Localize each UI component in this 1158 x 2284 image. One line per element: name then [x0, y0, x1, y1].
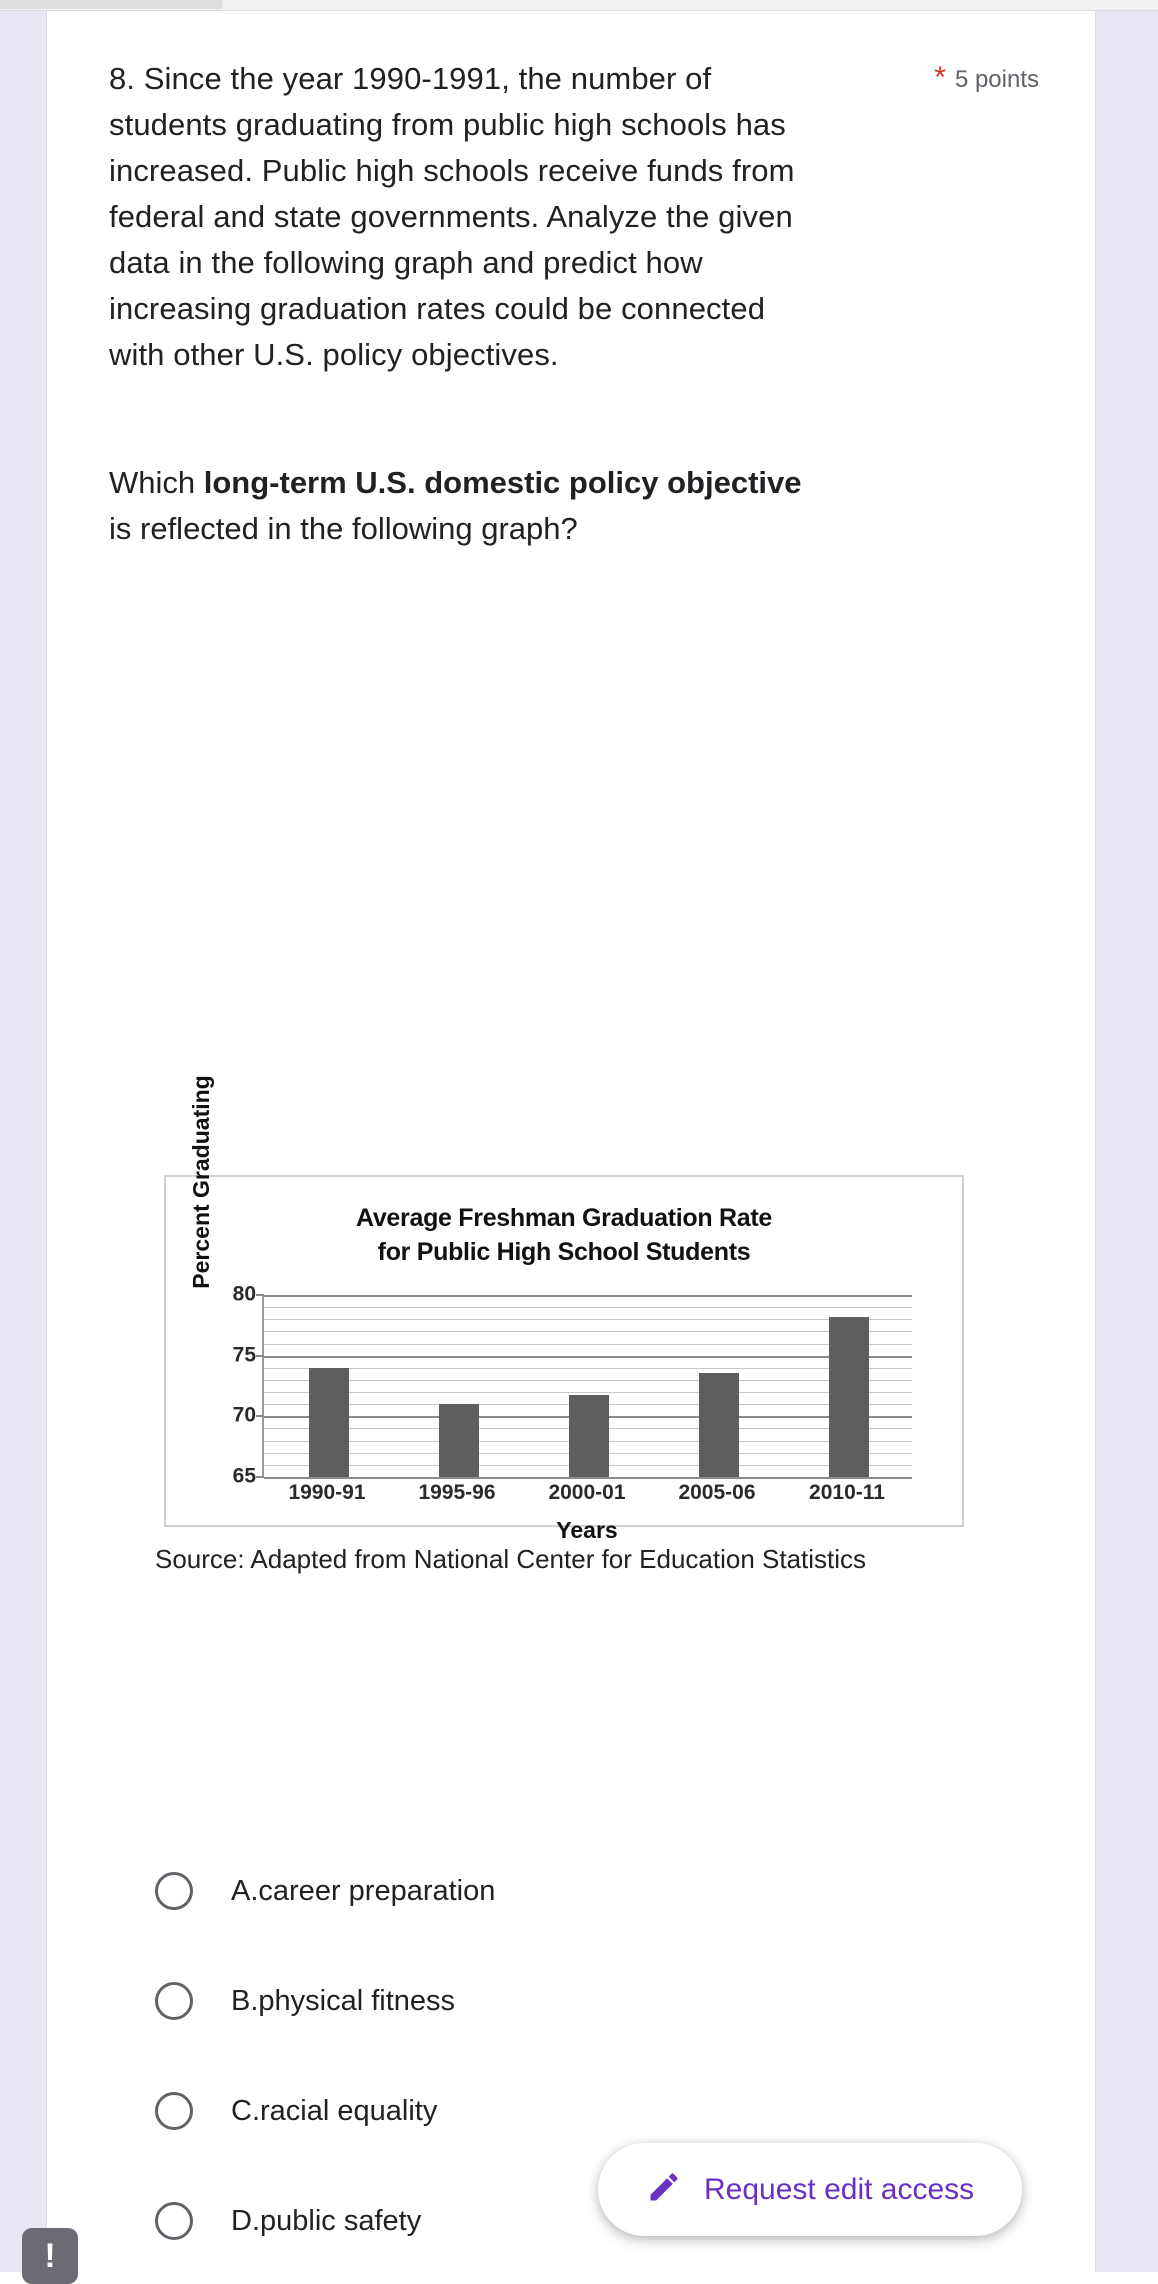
chart-y-tick-mark: [256, 1355, 264, 1357]
chart-y-tick-mark: [256, 1294, 264, 1296]
chart-gridline: [264, 1380, 912, 1381]
radio-button[interactable]: [155, 2092, 193, 2130]
answer-option-label: B.physical fitness: [231, 1984, 456, 2017]
radio-button[interactable]: [155, 1982, 193, 2020]
question-block: [109, 56, 1039, 552]
chart-plot-area: [232, 1282, 912, 1488]
chart-figure: [164, 1075, 964, 1543]
chart-y-tick-label: 75: [232, 1343, 256, 1367]
required-asterisk-icon: *: [934, 61, 946, 94]
chart-bar: [569, 1395, 609, 1478]
chart-gridline: [264, 1392, 912, 1393]
request-edit-access-label: Request edit access: [704, 2172, 975, 2206]
form-question-card: [44, 11, 1096, 2275]
chart-bar: [829, 1317, 869, 1477]
chart-x-tick-label: 2005-06: [678, 1481, 756, 1504]
points-label: 5 points: [954, 66, 1039, 93]
chart-gridline: [264, 1344, 912, 1345]
pencil-icon: [646, 2169, 682, 2210]
chart-gridline: [264, 1368, 912, 1369]
chart-y-tick-label: 70: [232, 1403, 256, 1427]
chart-y-axis-label: Percent Graduating: [188, 1075, 214, 1289]
chart-x-tick-label: 2010-11: [809, 1481, 885, 1504]
chart-title: [166, 1177, 962, 1269]
chart-bar: [439, 1404, 479, 1477]
subtext-bold: long-term U.S. domestic policy objective: [203, 465, 802, 500]
chart-gridline: [264, 1356, 912, 1358]
chart-y-tick-mark: [256, 1415, 264, 1417]
answer-option-label: A.career preparation: [231, 1874, 496, 1907]
radio-button[interactable]: [155, 2202, 193, 2240]
answer-option-label: D.public safety: [231, 2204, 422, 2237]
subtext-prefix: Which: [109, 465, 204, 500]
chart-gridline: [264, 1477, 912, 1479]
subtext-suffix: is reflected in the following graph?: [109, 511, 578, 546]
chart-gridline: [264, 1307, 912, 1308]
browser-tab-chip[interactable]: [0, 0, 222, 9]
chart-title-line2: for Public High School Students: [377, 1238, 751, 1266]
browser-top-strip: [0, 0, 1158, 11]
chart-gridline: [264, 1295, 912, 1297]
chart-x-tick-label: 1990-91: [288, 1481, 366, 1504]
chart-x-axis-label: Years: [556, 1517, 618, 1543]
chart-plot-inner: [232, 1282, 912, 1488]
chart-x-tick-label: 2000-01: [548, 1481, 626, 1504]
question-text: 8. Since the year 1990-1991, the number of students graduating from public high schools has increased. Public high schools receive funds from federal and state governments. Analyze the given data in the following graph and predict how increasing graduation rates could be connected with other U.S. policy objectives.: [109, 61, 795, 372]
exclamation-icon: !: [44, 2237, 56, 2275]
chart-y-tick-label: 80: [232, 1282, 256, 1306]
warning-chip[interactable]: [22, 2228, 78, 2284]
radio-button[interactable]: [155, 1872, 193, 1910]
chart-y-tick-label: 65: [232, 1464, 256, 1488]
chart-y-tick-mark: [256, 1476, 264, 1478]
chart-bar: [309, 1368, 349, 1477]
chart-bar: [699, 1373, 739, 1477]
chart-gridline: [264, 1319, 912, 1320]
answer-option[interactable]: [155, 1946, 955, 2056]
chart-x-tick-label: 1995-96: [418, 1481, 496, 1504]
chart-gridline: [264, 1331, 912, 1332]
source-note: Source: Adapted from National Center for Education Statistics: [155, 1544, 867, 1574]
answer-option-label: C.racial equality: [231, 2094, 438, 2127]
question-subtext: [109, 460, 809, 552]
question-header: [109, 56, 1039, 378]
points-indicator: [934, 56, 1039, 94]
chart-x-tick-labels: [262, 1481, 912, 1505]
chart-title-line1: Average Freshman Graduation Rate: [356, 1204, 772, 1232]
answer-option[interactable]: [155, 1836, 955, 1946]
request-edit-access-button[interactable]: [598, 2143, 1022, 2236]
